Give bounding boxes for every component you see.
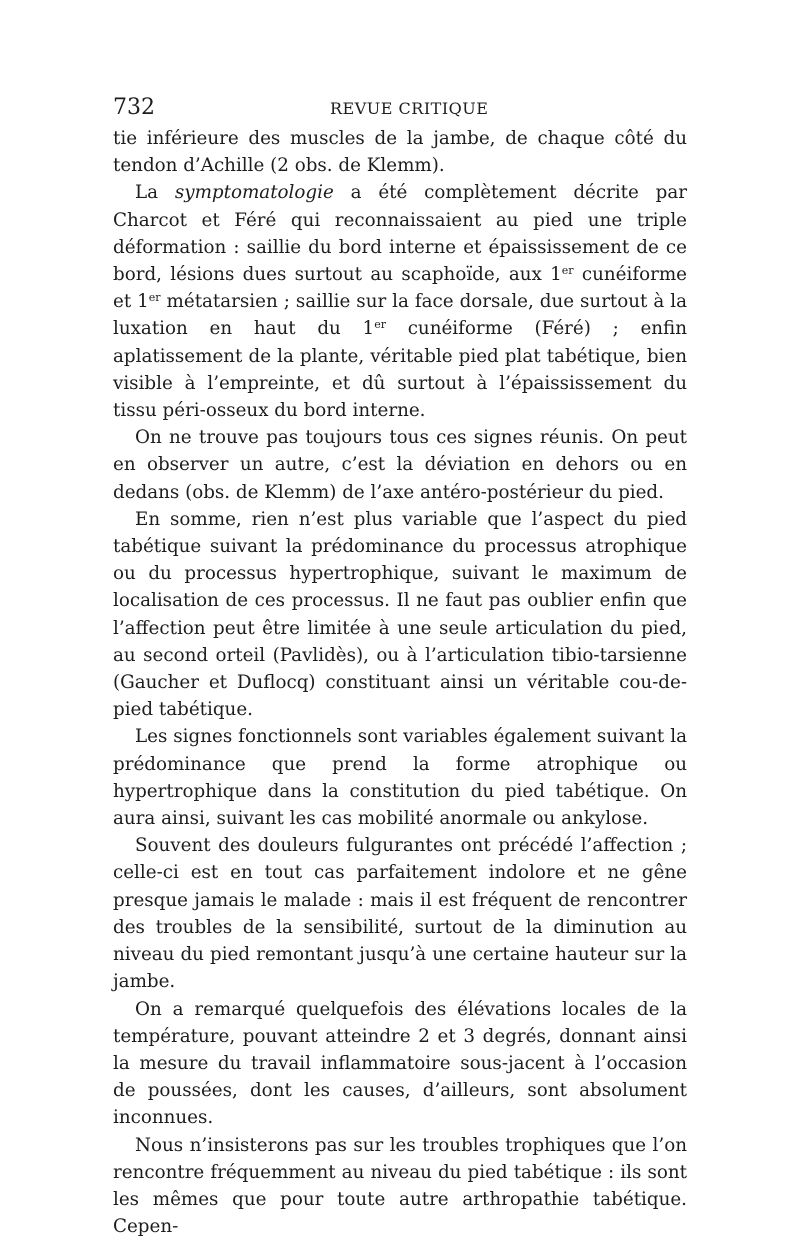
running-head	[113, 90, 687, 124]
running-title: REVUE CRITIQUE	[330, 99, 489, 118]
paragraph-2-text-a: a été complètement décrite par Charcot et Féré qui reconnaissaient au pied une triple déformation : saillie du bord interne et épaississement de ce bord, lésions dues surtout au scaphoïde, aux 1	[113, 182, 687, 286]
paragraph-3: On ne trouve pas toujours tous ces signes réunis. On peut en observer un autre, c’est la déviation en dehors ou en dedans (obs. de Klemm) de l’axe antéro-postérieur du pied.	[113, 427, 687, 503]
paragraph-7: On a remarqué quelquefois des élévations locales de la température, pouvant atteindre 2 et 3 degrés, donnant ainsi la mesure du travail inflammatoire sous-jacent à l’occasion de poussées, dont les causes, d’ailleurs, sont absolument inconnues.	[113, 998, 687, 1129]
paragraph-6: Souvent des douleurs fulgurantes ont précédé l’affection ; celle-ci est en tout cas parfaitement indolore et ne gêne presque jamais le malade : mais il est fréquent de rencontrer des troubles de la sensibilité, surtout de la diminution au niveau du pied remontant jusqu’à une certaine hauteur sur la jambe.	[113, 835, 687, 993]
paragraph-8: Nous n’insisterons pas sur les troubles trophiques que l’on rencontre fréquemment au niveau du pied tabétique : ils sont les mêmes que pour toute autre arthropathie tabétique. Cepen-	[113, 1134, 687, 1238]
paragraph-2	[113, 179, 687, 424]
paragraph-1: tie inférieure des muscles de la jambe, de chaque côté du tendon d’Achille (2 obs. de Klemm).	[113, 128, 687, 177]
superscript-er: er	[374, 318, 386, 332]
paragraph-5: Les signes fonctionnels sont variables également suivant la prédominance que prend la forme atrophique ou hypertrophique dans la constitution du pied tabétique. On aura ainsi, suivant les cas mobilité anormale ou ankylose.	[113, 726, 687, 830]
paragraph-2-text-d: cunéiforme (Féré) ; enfin aplatissement de la plante, véritable pied plat tabétique, bien visible à l’empreinte, et dû surtout à l’épaississement du tissu péri-osseux du bord interne.	[113, 318, 688, 422]
superscript-er: er	[148, 291, 161, 305]
superscript-er: er	[561, 264, 574, 278]
page-number: 732	[113, 95, 155, 120]
paragraph-2-text-start: La	[135, 182, 175, 204]
paragraph-2-text-b: cunéiforme et 1	[113, 264, 687, 313]
paragraph-4: En somme, rien n’est plus variable que l’aspect du pied tabétique suivant la prédominance du processus atrophique ou du processus hypertrophique, suivant le maximum de localisation de ces processus. Il ne faut pas oublier enfin que l’affection peut être limitée à une seule articulation du pied, au second orteil (Pavlidès), ou à l’articulation tibio-tarsienne (Gaucher et Duflocq) constituant ainsi un véritable cou-de-pied tabétique.	[113, 508, 687, 721]
paragraph-2-text-c: métatarsien ; saillie sur la face dorsale, due surtout à la luxation en haut du 1	[113, 291, 688, 340]
italic-term: symptomatologie	[174, 182, 334, 204]
body-text	[113, 125, 687, 1240]
